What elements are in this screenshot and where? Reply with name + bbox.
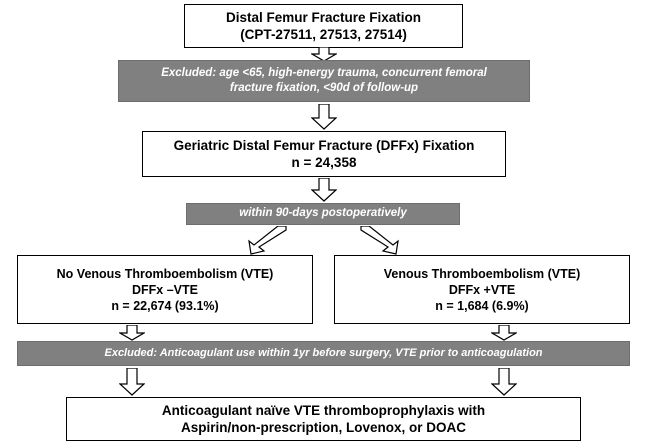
arrow-exclusion3-left-to-bottom [119, 368, 145, 396]
node-line: n = 24,358 [291, 155, 357, 170]
arrow-exclusion1-to-geriatric [311, 104, 337, 130]
node-no-vte [17, 255, 313, 324]
node-vte [334, 255, 630, 324]
node-geriatric-dffx-fixation [142, 131, 506, 177]
exclusion-line: Excluded: Anticoagulant use within 1yr before surgery, VTE prior to anticoagulation [104, 347, 543, 360]
arrow-split-right-to-vte [353, 226, 399, 255]
exclusion-line: fracture fixation, <90d of follow-up [229, 82, 419, 94]
node-line: Distal Femur Fracture Fixation [225, 9, 422, 25]
node-line: (CPT-27511, 27513, 27514) [240, 27, 407, 42]
node-line: n = 1,684 (6.9%) [435, 298, 529, 313]
node-line: DFFx –VTE [132, 282, 198, 297]
exclusion-box-3 [17, 341, 630, 366]
arrow-geriatric-to-exclusion2 [311, 178, 337, 202]
exclusion-box-2 [186, 203, 460, 225]
arrow-split-left-to-no-vte [248, 226, 294, 255]
node-line: Anticoagulant naïve VTE thromboprophylaxis with [161, 402, 486, 418]
exclusion-line: Excluded: age <65, high-energy trauma, concurrent femoral [161, 66, 487, 79]
arrow-no-vte-to-exclusion3 [119, 325, 145, 341]
node-line: No Venous Thromboembolism (VTE) [56, 266, 274, 281]
node-line: n = 22,674 (93.1%) [111, 298, 219, 313]
exclusion-box-1 [118, 60, 530, 102]
exclusion-line: within 90-days postoperatively [239, 207, 407, 220]
arrow-vte-to-exclusion3 [491, 325, 517, 341]
arrow-exclusion3-right-to-bottom [491, 368, 517, 396]
node-line: Aspirin/non-prescription, Lovenox, or DOAC [180, 420, 467, 435]
node-line: Geriatric Distal Femur Fracture (DFFx) Fixation [173, 137, 475, 153]
node-anticoagulant-naive-thromboprophylaxis [66, 397, 581, 441]
node-line: Venous Thromboembolism (VTE) [383, 266, 581, 281]
node-distal-femur-fracture-fixation [184, 4, 463, 48]
node-line: DFFx +VTE [448, 282, 516, 297]
